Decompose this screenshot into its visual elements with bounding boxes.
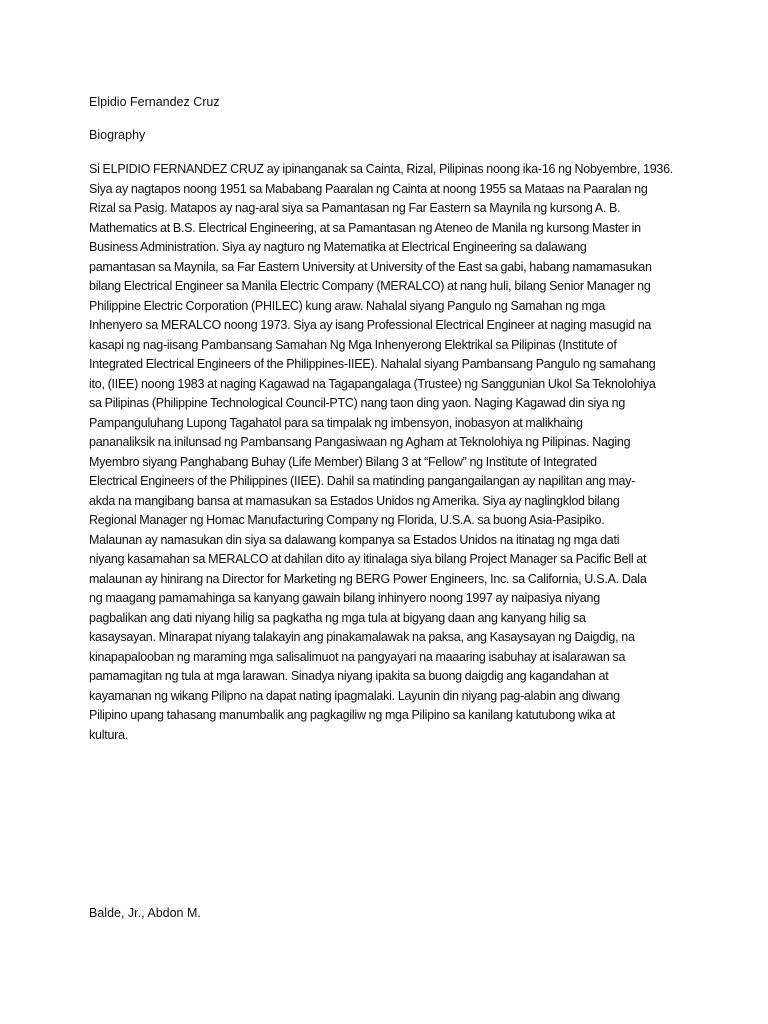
body-line: pagbalikan ang dati niyang hilig sa pagkatha ng mga tula at bigyang daan ang kanyang hilig sa — [89, 610, 586, 625]
body-line: bilang Electrical Engineer sa Manila Electric Company (MERALCO) at nang huli, bilang Senior Manager ng — [89, 279, 651, 293]
biography-body — [89, 160, 679, 745]
body-line: sa Pilipinas (Philippine Technological Council-PTC) nang taon ding yaon. Naging Kagawad din siya ng — [89, 396, 626, 410]
author-signature: Balde, Jr., Abdon M. — [89, 906, 201, 920]
body-line: kinapapalooban ng maraming mga salisalimuot na pangyayari na maaaring isabuhay at isalarawan sa — [89, 649, 626, 664]
body-line: Business Administration. Siya ay nagturo ng Matematika at Electrical Engineering sa dalawang — [89, 240, 587, 254]
body-line: kasapi ng nag-iisang Pambansang Samahan Ng Mga Inhenyerong Elektrikal sa Pilipinas (Institute of — [89, 337, 617, 352]
body-line: Malaunan ay namasukan din siya sa dalawang kompanya sa Estados Unidos na itinatag ng mga dati — [89, 532, 620, 547]
body-line: kayamanan ng wikang Pilipno na dapat nating ipagmalaki. Layunin din niyang pag-alabin ang diwang — [89, 688, 620, 703]
body-line: ng maagang pamamahinga sa kanyang gawain bilang inhinyero noong 1997 ay naipasiya niyang — [89, 591, 600, 605]
body-line: pamantasan sa Maynila, sa Far Eastern University at University of the East sa gabi, habang namamasukan — [89, 259, 652, 274]
body-line: Myembro siyang Panghabang Buhay (Life Member) Bilang 3 at “Fellow” ng Institute of Integrated — [89, 454, 597, 469]
body-line: Regional Manager ng Homac Manufacturing Company ng Florida, U.S.A. sa buong Asia-Pasipiko. — [89, 513, 605, 527]
body-line: Mathematics at B.S. Electrical Engineering, at sa Pamantasan ng Ateneo de Manila ng kursong Master in — [89, 220, 641, 235]
document-title: Elpidio Fernandez Cruz — [89, 95, 220, 109]
body-line: Electrical Engineers of the Philippines (IIEE). Dahil sa matinding pangangailangan ay napilitan ang may- — [89, 474, 636, 488]
body-line: akda na mangibang bansa at mamasukan sa Estados Unidos ng Amerika. Siya ay naglingklod bilang — [89, 493, 620, 508]
body-line: niyang kasamahan sa MERALCO at dahilan dito ay itinalaga siya bilang Project Manager sa Pacific Bell at — [89, 552, 647, 566]
body-line: Philippine Electric Corporation (PHILEC) kung araw. Nahalal siyang Pangulo ng Samahan ng mga — [89, 298, 606, 313]
body-line: Pilipino upang tahasang manumbalik ang pagkagiliw ng mga Pilipino sa kanilang katutubong wika at — [89, 708, 615, 722]
body-line: Pampanguluhang Lupong Tagahatol para sa timpalak ng imbensyon, inobasyon at malikhaing — [89, 415, 583, 430]
body-line: malaunan ay hinirang na Director for Marketing ng BERG Power Engineers, Inc. sa California, U.S.A. Dala — [89, 571, 647, 586]
body-line: pananaliksik na inilunsad ng Pambansang Pangasiwaan ng Agham at Teknolohiya ng Pilipinas. Naging — [89, 435, 631, 449]
body-line: Rizal sa Pasig. Matapos ay nag-aral siya sa Pamantasan ng Far Eastern sa Maynila ng kursong A. B. — [89, 201, 621, 215]
body-line: Si ELPIDIO FERNANDEZ CRUZ ay ipinanganak sa Cainta, Rizal, Pilipinas noong ika-16 ng Nobyembre, 1936. — [89, 162, 674, 176]
body-line: Integrated Electrical Engineers of the Philippines-IIEE). Nahalal siyang Pambansang Pangulo ng samahang — [89, 357, 656, 371]
body-line: kasaysayan. Minarapat niyang talakayin ang pinakamalawak na paksa, ang Kasaysayan ng Daigdig, na — [89, 630, 635, 644]
body-line: Siya ay nagtapos noong 1951 sa Mababang Paaralan ng Cainta at noong 1955 sa Mataas na Paaralan ng — [89, 181, 648, 196]
body-line: kultura. — [89, 727, 128, 742]
body-line: ito, (IIEE) noong 1983 at naging Kagawad na Tagapangalaga (Trustee) ng Sanggunian Ukol Sa Teknolohiya — [89, 376, 656, 391]
section-heading-biography: Biography — [89, 128, 146, 142]
body-line: pamamagitan ng tula at mga larawan. Sinadya niyang ipakita sa buong daigdig ang kagandahan at — [89, 669, 609, 683]
body-line: Inhenyero sa MERALCO noong 1973. Siya ay isang Professional Electrical Engineer at naging masugid na — [89, 318, 652, 332]
